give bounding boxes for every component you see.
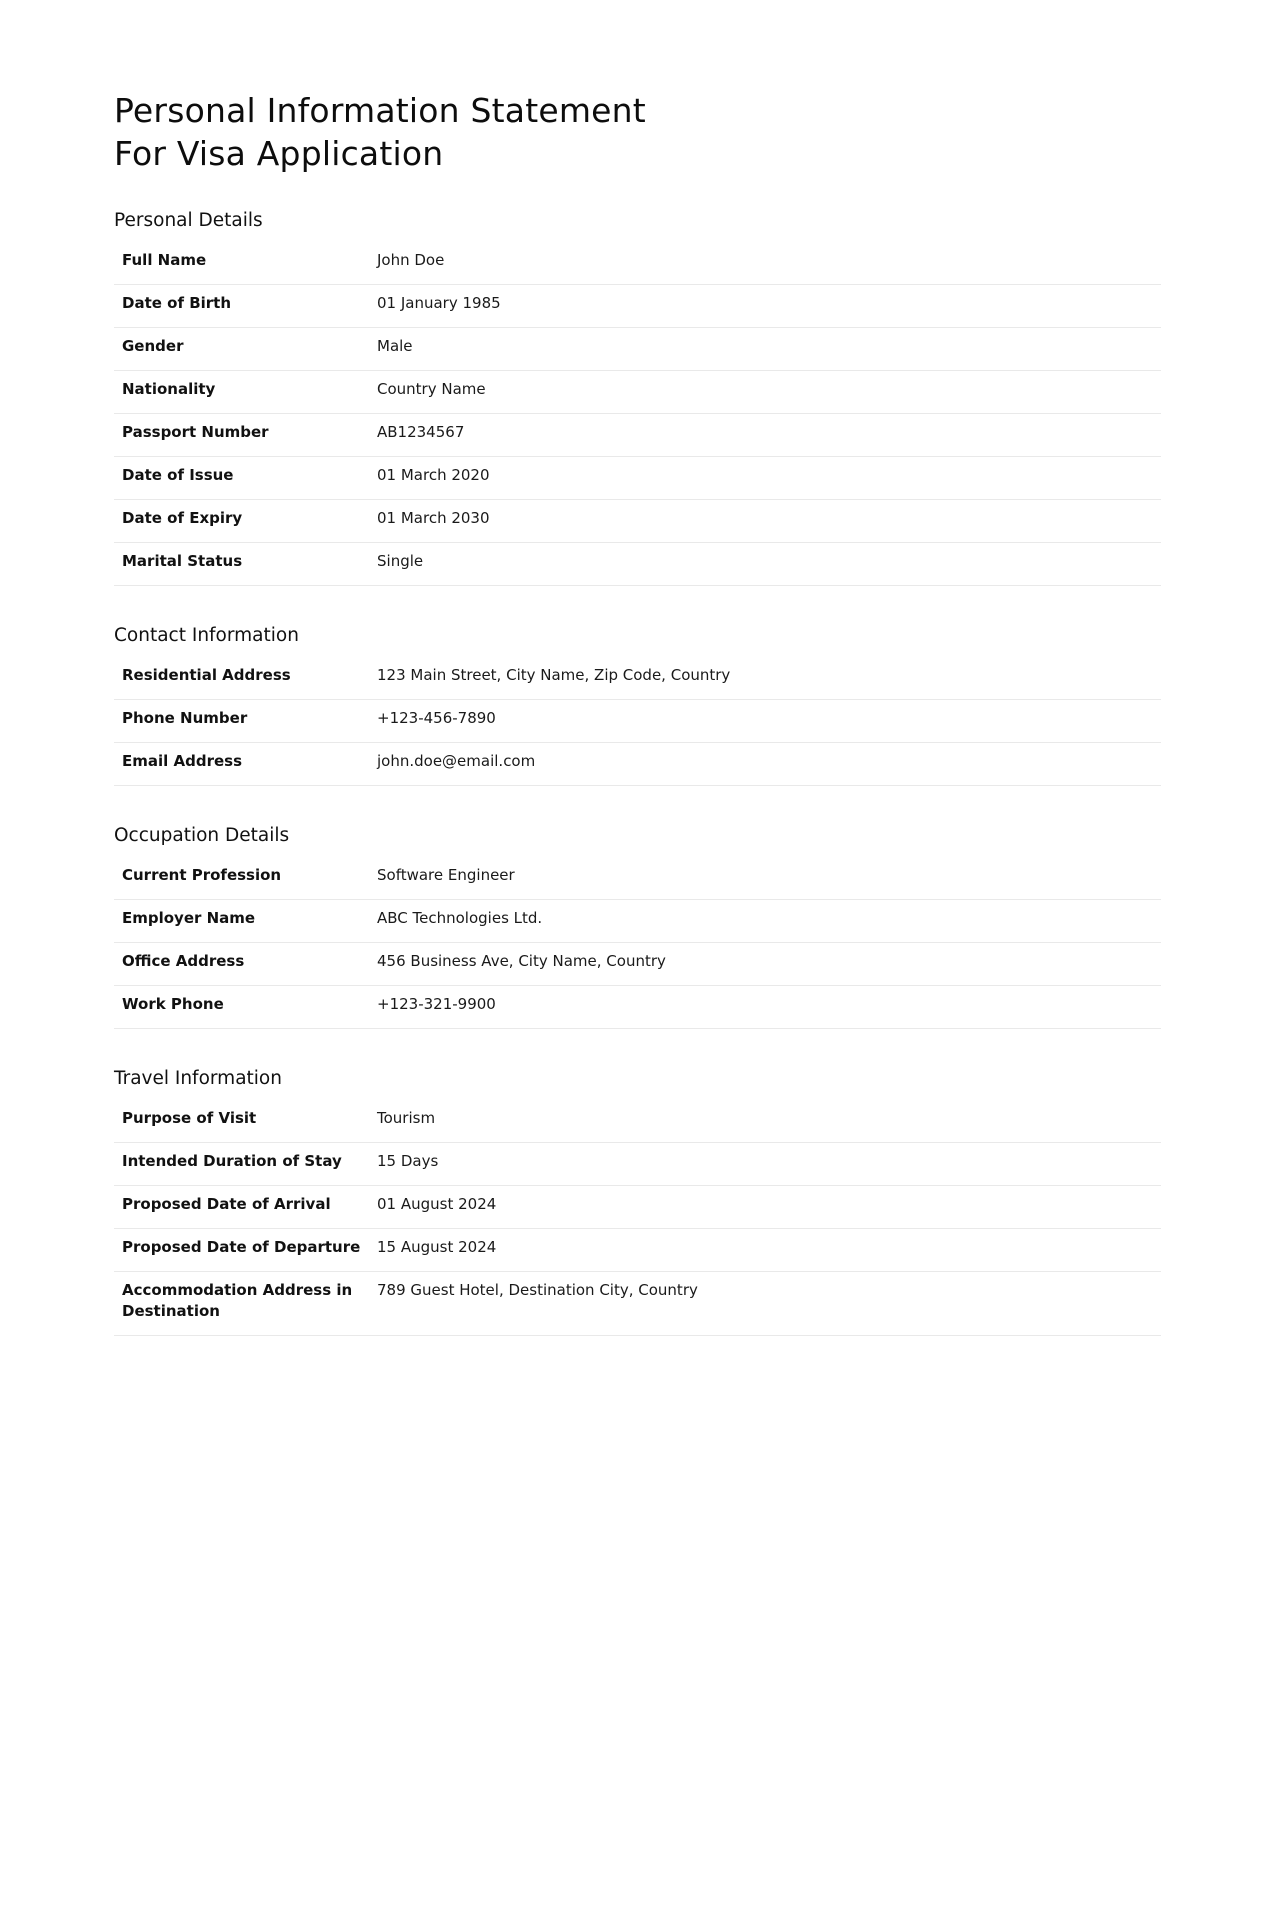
table-row	[114, 1143, 1161, 1186]
table-row	[114, 500, 1161, 543]
field-value: 456 Business Ave, City Name, Country	[369, 943, 1161, 986]
section-contact-information	[114, 624, 1161, 786]
field-value: AB1234567	[369, 414, 1161, 457]
field-label: Current Profession	[114, 860, 369, 900]
section-personal-details	[114, 209, 1161, 586]
section-heading: Personal Details	[114, 210, 263, 231]
document-title-line-2: For Visa Application	[114, 134, 444, 173]
field-value: Tourism	[369, 1103, 1161, 1143]
table-row	[114, 328, 1161, 371]
field-value: Software Engineer	[369, 860, 1161, 900]
field-label: Accommodation Address in Destination	[114, 1272, 369, 1336]
field-value: Single	[369, 543, 1161, 586]
field-value: ABC Technologies Ltd.	[369, 900, 1161, 943]
field-label: Employer Name	[114, 900, 369, 943]
field-value: 15 August 2024	[369, 1229, 1161, 1272]
table-row	[114, 1103, 1161, 1143]
table-row	[114, 1229, 1161, 1272]
field-value: 01 March 2030	[369, 500, 1161, 543]
field-label: Nationality	[114, 371, 369, 414]
field-label: Work Phone	[114, 986, 369, 1029]
field-value: Male	[369, 328, 1161, 371]
table-row	[114, 943, 1161, 986]
section-heading: Travel Information	[114, 1068, 282, 1089]
field-label: Intended Duration of Stay	[114, 1143, 369, 1186]
field-value: +123-321-9900	[369, 986, 1161, 1029]
info-table	[114, 1103, 1161, 1336]
field-label: Purpose of Visit	[114, 1103, 369, 1143]
table-row	[114, 986, 1161, 1029]
info-table	[114, 860, 1161, 1029]
field-value: +123-456-7890	[369, 700, 1161, 743]
section-heading: Occupation Details	[114, 825, 290, 846]
table-row	[114, 543, 1161, 586]
field-value: John Doe	[369, 245, 1161, 285]
field-label: Passport Number	[114, 414, 369, 457]
section-travel-information	[114, 1067, 1161, 1336]
field-label: Email Address	[114, 743, 369, 786]
section-occupation-details	[114, 824, 1161, 1029]
field-label: Date of Issue	[114, 457, 369, 500]
field-label: Proposed Date of Arrival	[114, 1186, 369, 1229]
field-value: 01 January 1985	[369, 285, 1161, 328]
field-label: Marital Status	[114, 543, 369, 586]
field-value: 15 Days	[369, 1143, 1161, 1186]
field-label: Phone Number	[114, 700, 369, 743]
section-heading: Contact Information	[114, 625, 299, 646]
table-row	[114, 900, 1161, 943]
field-label: Office Address	[114, 943, 369, 986]
table-row	[114, 1272, 1161, 1336]
table-row	[114, 660, 1161, 700]
field-value: 789 Guest Hotel, Destination City, Country	[369, 1272, 1161, 1336]
info-table	[114, 660, 1161, 786]
table-row	[114, 457, 1161, 500]
sections-container	[114, 209, 1161, 1336]
field-value: Country Name	[369, 371, 1161, 414]
document-title-line-1: Personal Information Statement	[114, 91, 646, 130]
field-value: 01 August 2024	[369, 1186, 1161, 1229]
field-label: Residential Address	[114, 660, 369, 700]
field-value: 123 Main Street, City Name, Zip Code, Country	[369, 660, 1161, 700]
field-value: 01 March 2020	[369, 457, 1161, 500]
table-row	[114, 371, 1161, 414]
field-label: Proposed Date of Departure	[114, 1229, 369, 1272]
table-row	[114, 285, 1161, 328]
field-label: Gender	[114, 328, 369, 371]
info-table	[114, 245, 1161, 586]
table-row	[114, 700, 1161, 743]
table-row	[114, 1186, 1161, 1229]
field-label: Full Name	[114, 245, 369, 285]
table-row	[114, 860, 1161, 900]
field-label: Date of Birth	[114, 285, 369, 328]
table-row	[114, 743, 1161, 786]
table-row	[114, 414, 1161, 457]
table-row	[114, 245, 1161, 285]
field-value: john.doe@email.com	[369, 743, 1161, 786]
field-label: Date of Expiry	[114, 500, 369, 543]
document-title	[114, 89, 1161, 175]
